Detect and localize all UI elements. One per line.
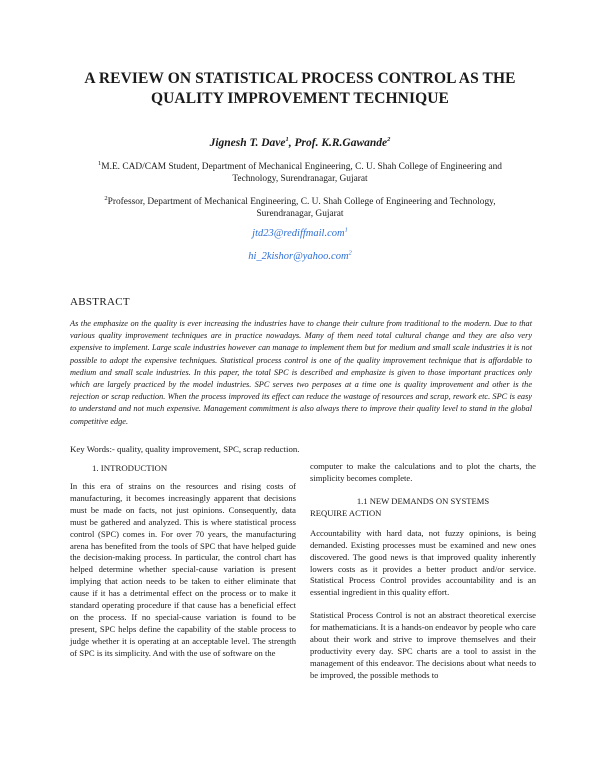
subsection-heading-line-2: REQUIRE ACTION [310, 507, 382, 518]
email-1[interactable] [0, 228, 600, 239]
affiliation-2 [80, 196, 520, 220]
author-separator: , [288, 137, 295, 149]
email-2[interactable] [0, 251, 600, 262]
intro-paragraph: In this era of strains on the resources and rising costs of manufacturing, it becomes increasingly apparent that decisions must be made on facts, not just opinions. Consequently, data must be gathered and analyzed. This is where statistical process control (SPC) comes in. For over 70 years, the manufacturing arena has benefited from the tools of SPC that have helped guide the decision-making process. In particular, the control chart has helped determine whether special-cause variation is present implying that action needs to be taken to either eliminate that cause if it has a detrimental effect on the process or to make it standard operating procedure if that cause has a beneficial effect on the process. If no special-cause variation is found to be present, SPC helps define the capability of the stable process to judge whether it is operating at an acceptable level. The strength of SPC is its simplicity. And with the use of software on the [70, 481, 296, 658]
abstract-text: As the emphasize on the quality is ever increasing the industries have to change their culture from traditional to the modern. Due to that various quality improvement techniques are in practice nowadays. Many of them need total cultural change and they are also very expensive to implement. Large scale industries however can manage to implement them but for medium and small scale industries it is not possible to adopt the expensive techniques. Statistical process control is one of the quality improvement technique that is affordable to medium and small scale industries. In this paper, the total SPC is described and emphasize is given to those important practices only which are largely practiced by the model industries. SPC serves two perposes at a time one is quality improvement and other is the rejection or scrap reduction. When the process improved its effect can reduce the wastage of resources and scrap, rework etc. SPC is easy to understand and not much expensive. Management commitment is also always there to improve their quality level to stand in the global competitive edge. [70, 319, 532, 426]
author-2: Prof. K.R.Gawande [294, 137, 388, 149]
email-1-sup: 1 [344, 226, 348, 234]
paper-title [40, 69, 560, 109]
right-column [310, 461, 536, 693]
intro-paragraph-continued: computer to make the calculations and to plot the charts, the simplicity becomes complete. [310, 461, 536, 483]
author-2-sup: 2 [387, 136, 391, 144]
email-2-link[interactable]: hi_2kishor@yahoo.com [248, 251, 349, 262]
section-heading-introduction: 1. INTRODUCTION [92, 463, 168, 473]
spc-paragraph: Statistical Process Control is not an abstract theoretical exercise for mathematicians. It is a hands-on endeavor by people who care about their work and strive to improve themselves and their productivity every day. SPC charts are a tool to assist in the management of this endeavor. The decisions about what needs to be improved, the possible methods to [310, 610, 536, 680]
accountability-paragraph: Accountability with hard data, not fuzzy opinions, is being demanded. Existing processes must be examined and new ones discovered. The good news is that improved quality inherently lowers costs as it provides a better product and/or service. Statistical Process Control provides accountability and is an essential ingredient in this quality effort. [310, 527, 536, 598]
abstract-heading: ABSTRACT [70, 296, 130, 308]
affiliation-1-line-2: Technology, Surendranagar, Gujarat [232, 174, 368, 185]
affiliation-2-line-2: Surendranagar, Gujarat [256, 209, 344, 220]
affiliation-1-line-1: M.E. CAD/CAM Student, Department of Mechanical Engineering, C. U. Shah College of Engineering and [101, 162, 502, 172]
affiliation-1-sup: 1 [98, 159, 102, 167]
left-column [70, 481, 296, 671]
author-1: Jignesh T. Dave [209, 137, 286, 149]
author-line [0, 137, 600, 149]
affiliation-2-line-1: Professor, Department of Mechanical Engineering, C. U. Shah College of Engineering and Technology, [107, 197, 496, 207]
title-line-1: A REVIEW ON STATISTICAL PROCESS CONTROL AS THE [84, 70, 516, 87]
subsection-heading-line-1: 1.1 NEW DEMANDS ON SYSTEMS [356, 495, 490, 506]
email-2-sup: 2 [348, 249, 352, 257]
email-1-link[interactable]: jtd23@rediffmail.com [252, 228, 345, 239]
title-line-2: QUALITY IMPROVEMENT TECHNIQUE [150, 90, 449, 107]
affiliation-1 [80, 161, 520, 185]
affiliation-2-sup: 2 [104, 194, 108, 202]
author-1-sup: 1 [285, 136, 289, 144]
subsection-heading [310, 495, 536, 519]
keywords: Key Words:- quality, quality improvement, SPC, scrap reduction. [70, 444, 300, 454]
